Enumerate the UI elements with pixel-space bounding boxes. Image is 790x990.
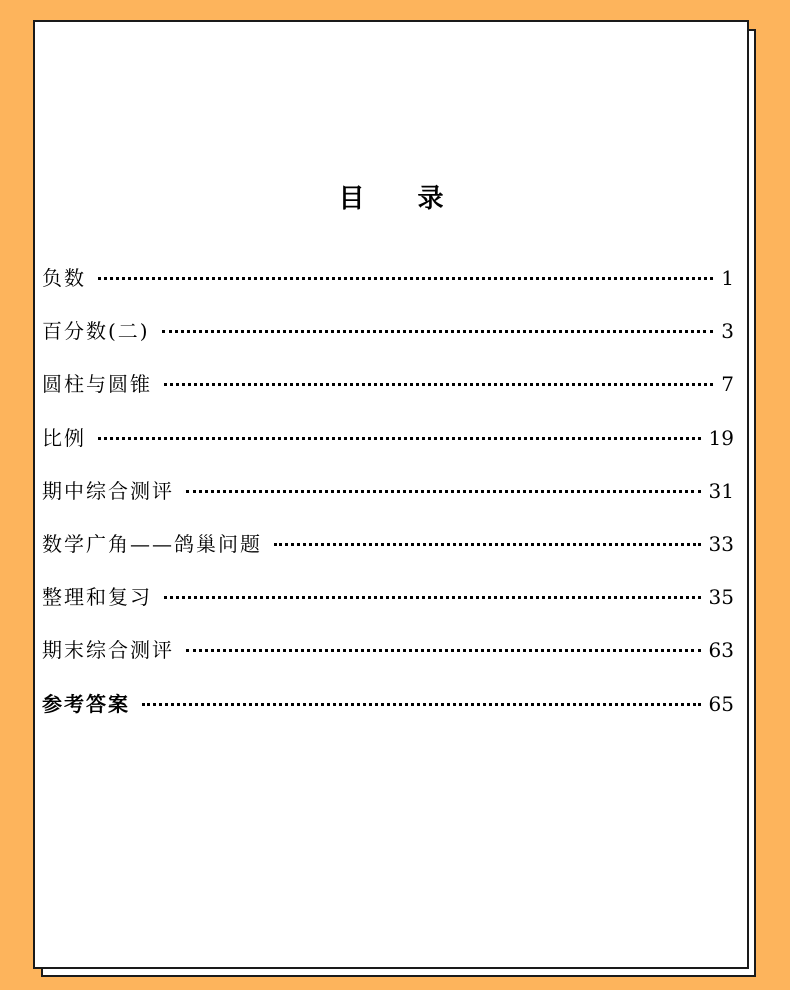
toc-entry-label: 比例 — [42, 425, 86, 450]
dot-leader — [186, 490, 701, 493]
toc-list — [42, 262, 734, 741]
toc-entry-page: 33 — [708, 531, 734, 556]
toc-entry-label: 参考答案 — [42, 691, 130, 716]
page-title: 目 录 — [338, 184, 466, 214]
toc-entry-final-test[interactable] — [42, 634, 734, 687]
toc-entry-label: 圆柱与圆锥 — [42, 372, 152, 397]
toc-entry-negative-numbers[interactable] — [42, 262, 734, 315]
dot-leader — [142, 703, 701, 706]
page-sheet — [33, 20, 749, 969]
toc-entry-cylinder-cone[interactable] — [42, 368, 734, 421]
toc-entry-label: 整理和复习 — [42, 585, 152, 610]
toc-entry-page: 3 — [721, 319, 734, 344]
toc-entry-page: 65 — [708, 691, 734, 716]
dot-leader — [164, 383, 713, 386]
dot-leader — [274, 543, 701, 546]
toc-entry-answer-key[interactable] — [42, 688, 734, 741]
dot-leader — [186, 649, 701, 652]
toc-entry-page: 35 — [708, 585, 734, 610]
toc-entry-label: 负数 — [42, 266, 86, 290]
toc-entry-page: 63 — [708, 638, 734, 663]
toc-entry-review[interactable] — [42, 581, 734, 634]
dot-leader — [164, 596, 701, 599]
toc-entry-pigeonhole[interactable] — [42, 528, 734, 581]
toc-entry-label: 期中综合测评 — [42, 478, 174, 503]
dot-leader — [98, 437, 701, 440]
dot-leader — [162, 330, 714, 333]
dot-leader — [98, 277, 713, 280]
toc-entry-label: 百分数(二) — [42, 319, 150, 344]
toc-entry-midterm-test[interactable] — [42, 475, 734, 528]
toc-entry-page: 1 — [721, 266, 734, 290]
toc-entry-label: 数学广角——鸽巢问题 — [42, 531, 262, 556]
toc-entry-page: 19 — [708, 425, 734, 450]
toc-entry-page: 7 — [721, 372, 734, 397]
toc-entry-page: 31 — [708, 478, 734, 503]
toc-entry-label: 期末综合测评 — [42, 638, 174, 663]
toc-entry-percentages-2[interactable] — [42, 315, 734, 368]
toc-entry-proportion[interactable] — [42, 422, 734, 475]
